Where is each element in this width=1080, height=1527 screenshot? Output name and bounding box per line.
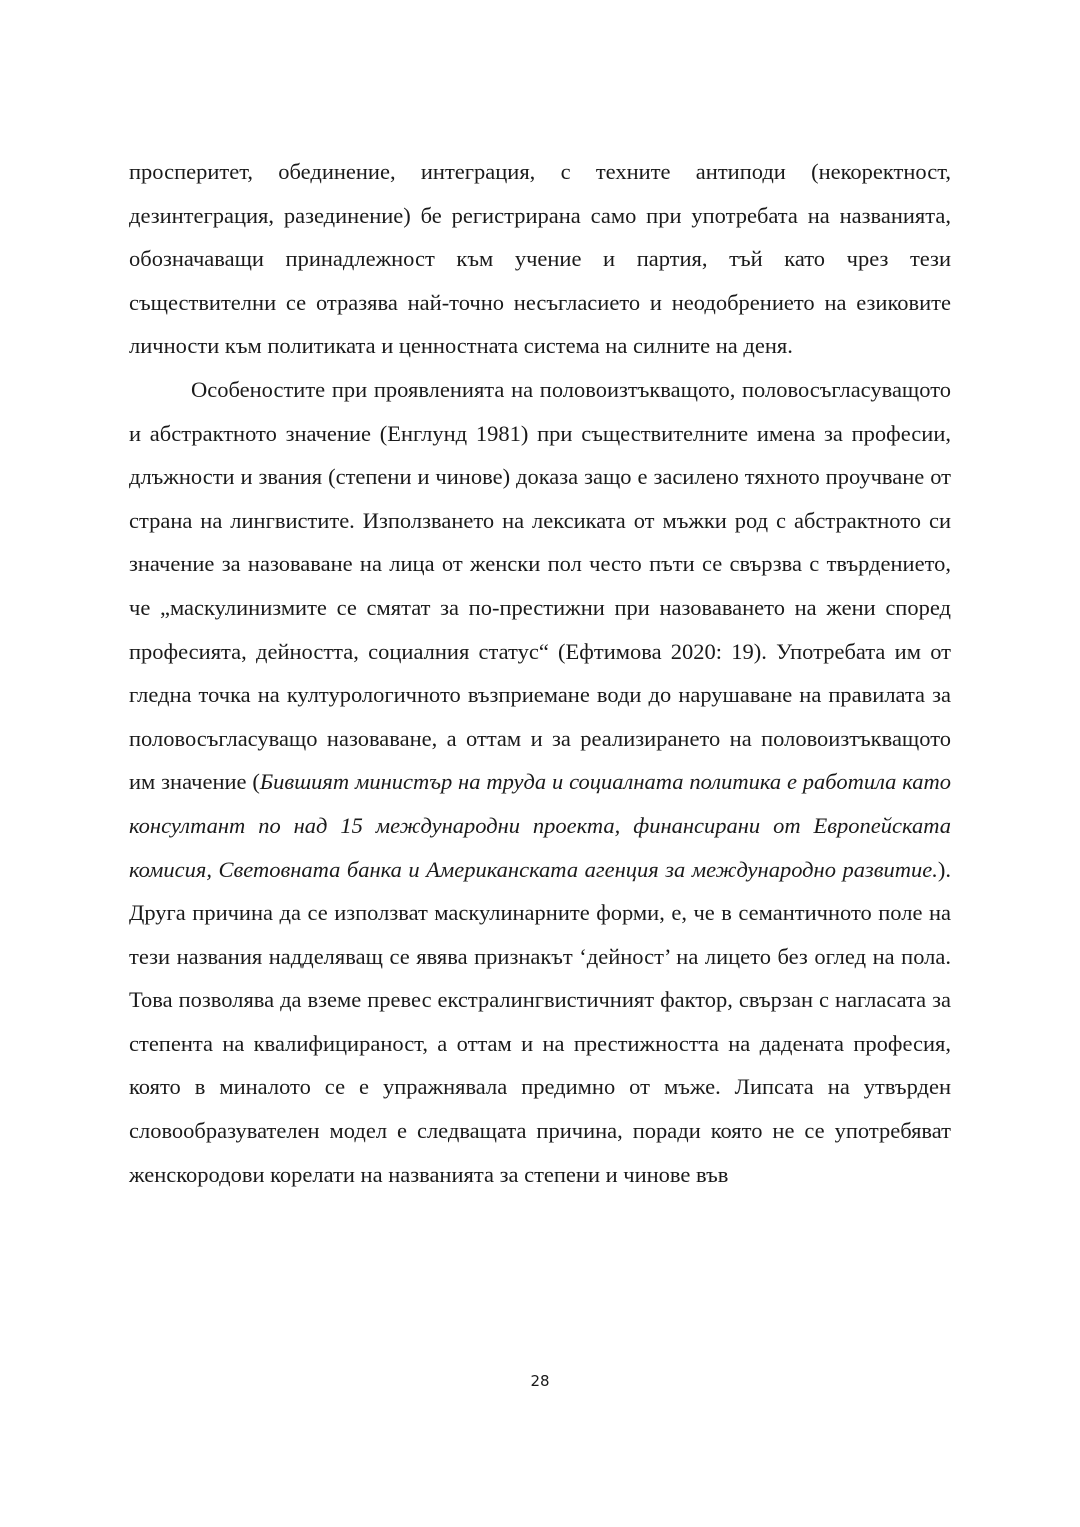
page-number: 28 [530,1372,550,1390]
paragraph-text-part-1: Особеностите при проявленията на половоизтъкващото, половосъгласуващото и абстрактното значение (Енглунд 1981) при съществителните имена за професии, длъжности и звания (степени и чинове) доказа защо е засилено тяхното проучване от страна на лингвистите. Използването на лексиката от мъжки род с абстрактното си значение за назоваване на лица от женски пол често пъти се свързва с твърдението, че „маскулинизмите се смятат за по-престижни при назоваването на жени според професията, дейността, социалния статус“ (Ефтимова 2020: 19). Употребата им от гледна точка на културологичното възприемане води до нарушаване на правилата за половосъгласуващо назоваване, а оттам и за реализирането на половоизтъкващото им значение ( [129,376,951,795]
paragraph-text-part-2: ). Друга причина да се използват маскулинарните форми, е, че в семантичното поле на тези названия надделяващ се явява признакът ‘дейност’ на лицето без оглед на пола. Това позволява да вземе превес екстралингвистичният фактор, свързан с нагласата за степента на квалифицираност, а оттам и на престижността на дадената професия, която в миналото се е упражнявала предимно от мъже. Липсата на утвърден словообразувателен модел е следващата причина, поради която не се употребяват женскородови корелати на названията за степени и чинове във [129,856,951,1187]
body-text [129,150,951,1196]
italic-example-sentence: Бившият министър на труда и социалната политика е работила като консултант по над 15 международни проекта, финансирани от Европейската комисия, Световната банка и Американската агенция за международно развитие. [129,769,951,882]
paragraph-continued: просперитет, обединение, интеграция, с техните антиподи (некоректност, дезинтеграция, разединение) бе регистрирана само при употребата на названията, обозначаващи принадлежност към учение и партия, тъй като чрез тези съществителни се отразява най-точно несъгласието и неодобрението на езиковите личности към политиката и ценностната система на силните на деня. [129,159,951,359]
paragraph-professions [129,368,951,1196]
